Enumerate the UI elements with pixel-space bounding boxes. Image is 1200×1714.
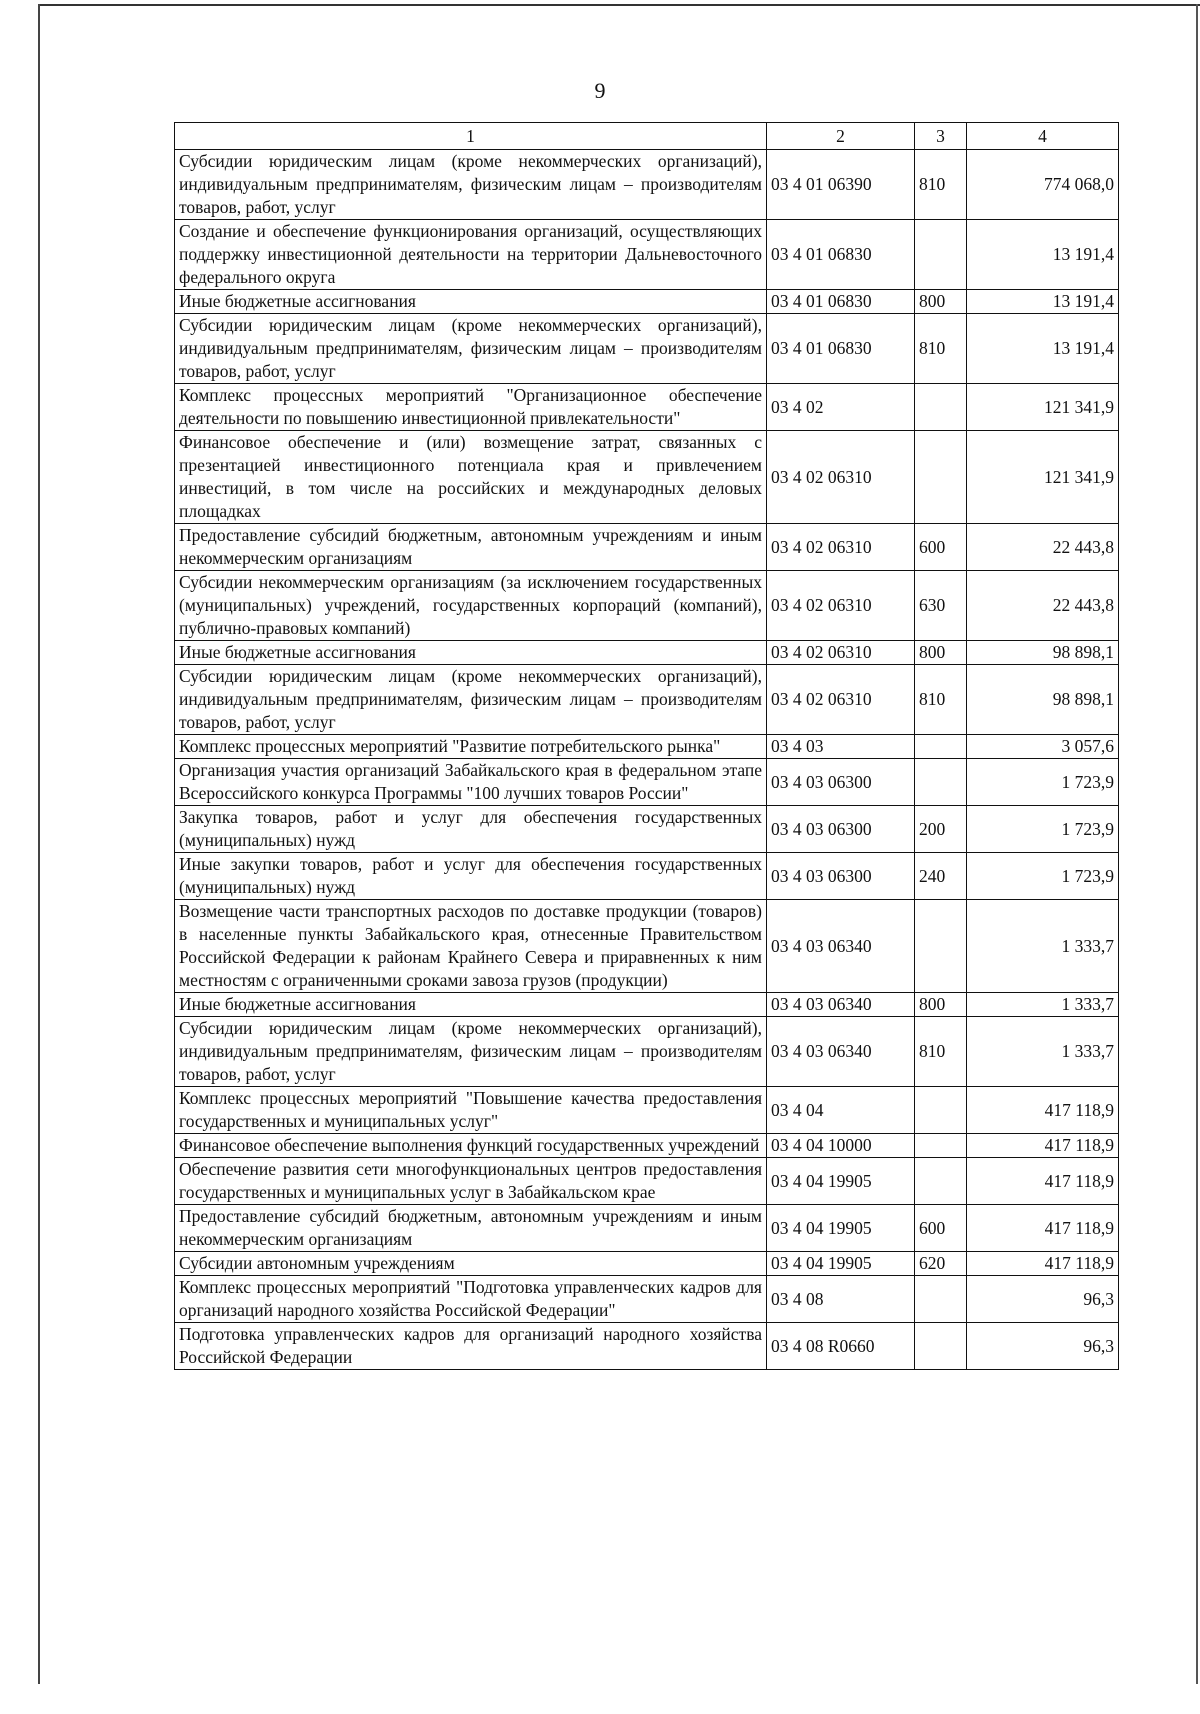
table-row bbox=[175, 384, 1119, 431]
table-row bbox=[175, 1323, 1119, 1370]
scan-border-right bbox=[1196, 4, 1198, 1684]
row-amount: 417 118,9 bbox=[967, 1158, 1119, 1205]
row-name: Комплекс процессных мероприятий "Развитие потребительского рынка" bbox=[175, 735, 767, 759]
row-name: Закупка товаров, работ и услуг для обеспечения государственных (муниципальных) нужд bbox=[175, 806, 767, 853]
row-name: Предоставление субсидий бюджетным, автономным учреждениям и иным некоммерческим организациям bbox=[175, 524, 767, 571]
row-name: Предоставление субсидий бюджетным, автономным учреждениям и иным некоммерческим организациям bbox=[175, 1205, 767, 1252]
row-code: 03 4 08 R0660 bbox=[767, 1323, 915, 1370]
table-row bbox=[175, 1205, 1119, 1252]
table-row bbox=[175, 1276, 1119, 1323]
row-expense-type: 800 bbox=[915, 641, 967, 665]
page-number: 9 bbox=[594, 78, 606, 103]
row-amount: 13 191,4 bbox=[967, 290, 1119, 314]
row-name: Субсидии юридическим лицам (кроме некоммерческих организаций), индивидуальным предпринимателям, физическим лицам – производителям товаров, работ, услуг bbox=[175, 1017, 767, 1087]
row-expense-type: 800 bbox=[915, 290, 967, 314]
row-name: Комплекс процессных мероприятий "Организационное обеспечение деятельности по повышению инвестиционной привлекательности" bbox=[175, 384, 767, 431]
row-name: Субсидии юридическим лицам (кроме некоммерческих организаций), индивидуальным предпринимателям, физическим лицам – производителям товаров, работ, услуг bbox=[175, 150, 767, 220]
table-row bbox=[175, 900, 1119, 993]
table-row bbox=[175, 735, 1119, 759]
table-row bbox=[175, 1134, 1119, 1158]
row-expense-type bbox=[915, 735, 967, 759]
table-header-row bbox=[175, 123, 1119, 150]
row-expense-type: 810 bbox=[915, 150, 967, 220]
row-expense-type: 810 bbox=[915, 314, 967, 384]
row-amount: 22 443,8 bbox=[967, 524, 1119, 571]
table-row bbox=[175, 1087, 1119, 1134]
header-col-2: 2 bbox=[767, 123, 915, 150]
row-amount: 1 333,7 bbox=[967, 900, 1119, 993]
table-row bbox=[175, 1158, 1119, 1205]
row-name: Создание и обеспечение функционирования организаций, осуществляющих поддержку инвестиционной деятельности на территории Дальневосточного федерального округа bbox=[175, 220, 767, 290]
table-row bbox=[175, 665, 1119, 735]
table-row bbox=[175, 1252, 1119, 1276]
row-name: Иные бюджетные ассигнования bbox=[175, 290, 767, 314]
row-code: 03 4 08 bbox=[767, 1276, 915, 1323]
table-row bbox=[175, 571, 1119, 641]
header-col-3: 3 bbox=[915, 123, 967, 150]
header-col-4: 4 bbox=[967, 123, 1119, 150]
row-name: Финансовое обеспечение и (или) возмещение затрат, связанных с презентацией инвестиционного потенциала края и привлечением инвестиций, в том числе на российских и международных деловых площадках bbox=[175, 431, 767, 524]
row-name: Субсидии некоммерческим организациям (за исключением государственных (муниципальных) учреждений, государственных корпораций (компаний), публично-правовых компаний) bbox=[175, 571, 767, 641]
row-amount: 417 118,9 bbox=[967, 1134, 1119, 1158]
row-amount: 1 333,7 bbox=[967, 1017, 1119, 1087]
row-code: 03 4 03 06340 bbox=[767, 993, 915, 1017]
row-code: 03 4 04 bbox=[767, 1087, 915, 1134]
row-code: 03 4 01 06830 bbox=[767, 290, 915, 314]
row-code: 03 4 03 bbox=[767, 735, 915, 759]
row-name: Подготовка управленческих кадров для организаций народного хозяйства Российской Федерации bbox=[175, 1323, 767, 1370]
row-code: 03 4 04 19905 bbox=[767, 1158, 915, 1205]
row-code: 03 4 03 06340 bbox=[767, 900, 915, 993]
row-name: Субсидии юридическим лицам (кроме некоммерческих организаций), индивидуальным предпринимателям, физическим лицам – производителям товаров, работ, услуг bbox=[175, 665, 767, 735]
row-expense-type bbox=[915, 1134, 967, 1158]
row-amount: 417 118,9 bbox=[967, 1087, 1119, 1134]
table-row bbox=[175, 220, 1119, 290]
row-code: 03 4 02 06310 bbox=[767, 665, 915, 735]
row-expense-type bbox=[915, 431, 967, 524]
row-code: 03 4 02 bbox=[767, 384, 915, 431]
row-amount: 121 341,9 bbox=[967, 384, 1119, 431]
table-row bbox=[175, 1017, 1119, 1087]
row-expense-type: 620 bbox=[915, 1252, 967, 1276]
row-code: 03 4 04 19905 bbox=[767, 1205, 915, 1252]
row-amount: 96,3 bbox=[967, 1276, 1119, 1323]
row-amount: 121 341,9 bbox=[967, 431, 1119, 524]
row-code: 03 4 04 19905 bbox=[767, 1252, 915, 1276]
row-name: Субсидии автономным учреждениям bbox=[175, 1252, 767, 1276]
row-amount: 1 333,7 bbox=[967, 993, 1119, 1017]
row-name: Субсидии юридическим лицам (кроме некоммерческих организаций), индивидуальным предпринимателям, физическим лицам – производителям товаров, работ, услуг bbox=[175, 314, 767, 384]
row-expense-type: 800 bbox=[915, 993, 967, 1017]
row-name: Обеспечение развития сети многофункциональных центров предоставления государственных и муниципальных услуг в Забайкальском крае bbox=[175, 1158, 767, 1205]
table-row bbox=[175, 290, 1119, 314]
row-expense-type: 600 bbox=[915, 524, 967, 571]
table-row bbox=[175, 524, 1119, 571]
table-row bbox=[175, 314, 1119, 384]
table-row bbox=[175, 993, 1119, 1017]
row-name: Иные бюджетные ассигнования bbox=[175, 641, 767, 665]
row-amount: 98 898,1 bbox=[967, 665, 1119, 735]
row-code: 03 4 02 06310 bbox=[767, 431, 915, 524]
row-code: 03 4 04 10000 bbox=[767, 1134, 915, 1158]
row-expense-type bbox=[915, 1087, 967, 1134]
row-code: 03 4 03 06300 bbox=[767, 853, 915, 900]
row-amount: 1 723,9 bbox=[967, 759, 1119, 806]
row-expense-type bbox=[915, 1158, 967, 1205]
table-row bbox=[175, 641, 1119, 665]
row-expense-type: 200 bbox=[915, 806, 967, 853]
row-name: Комплекс процессных мероприятий "Повышение качества предоставления государственных и муниципальных услуг" bbox=[175, 1087, 767, 1134]
row-expense-type: 630 bbox=[915, 571, 967, 641]
row-name: Комплекс процессных мероприятий "Подготовка управленческих кадров для организаций народного хозяйства Российской Федерации" bbox=[175, 1276, 767, 1323]
row-name: Иные бюджетные ассигнования bbox=[175, 993, 767, 1017]
row-code: 03 4 02 06310 bbox=[767, 571, 915, 641]
row-expense-type bbox=[915, 900, 967, 993]
row-code: 03 4 03 06300 bbox=[767, 806, 915, 853]
row-amount: 774 068,0 bbox=[967, 150, 1119, 220]
table-row bbox=[175, 806, 1119, 853]
table-row bbox=[175, 150, 1119, 220]
row-amount: 3 057,6 bbox=[967, 735, 1119, 759]
row-name: Возмещение части транспортных расходов по доставке продукции (товаров) в населенные пункты Забайкальского края, отнесенные Правительством Российской Федерации к районам Крайнего Севера и приравненных к ним местностям с ограниченными сроками завоза грузов (продукции) bbox=[175, 900, 767, 993]
scan-border-left bbox=[38, 4, 40, 1684]
table-row bbox=[175, 759, 1119, 806]
row-expense-type bbox=[915, 384, 967, 431]
row-expense-type bbox=[915, 759, 967, 806]
budget-table bbox=[174, 122, 1119, 1370]
table-row bbox=[175, 431, 1119, 524]
row-code: 03 4 01 06390 bbox=[767, 150, 915, 220]
row-expense-type: 600 bbox=[915, 1205, 967, 1252]
row-amount: 13 191,4 bbox=[967, 220, 1119, 290]
scan-border-top bbox=[40, 4, 1200, 6]
row-amount: 98 898,1 bbox=[967, 641, 1119, 665]
row-code: 03 4 03 06300 bbox=[767, 759, 915, 806]
row-amount: 96,3 bbox=[967, 1323, 1119, 1370]
row-code: 03 4 01 06830 bbox=[767, 314, 915, 384]
row-amount: 13 191,4 bbox=[967, 314, 1119, 384]
row-amount: 417 118,9 bbox=[967, 1252, 1119, 1276]
row-expense-type bbox=[915, 1276, 967, 1323]
header-col-1: 1 bbox=[175, 123, 767, 150]
row-name: Организация участия организаций Забайкальского края в федеральном этапе Всероссийского конкурса Программы "100 лучших товаров России" bbox=[175, 759, 767, 806]
row-amount: 1 723,9 bbox=[967, 853, 1119, 900]
row-amount: 22 443,8 bbox=[967, 571, 1119, 641]
row-amount: 1 723,9 bbox=[967, 806, 1119, 853]
row-name: Иные закупки товаров, работ и услуг для обеспечения государственных (муниципальных) нужд bbox=[175, 853, 767, 900]
row-code: 03 4 03 06340 bbox=[767, 1017, 915, 1087]
row-code: 03 4 02 06310 bbox=[767, 641, 915, 665]
row-expense-type: 810 bbox=[915, 665, 967, 735]
row-code: 03 4 02 06310 bbox=[767, 524, 915, 571]
row-expense-type bbox=[915, 1323, 967, 1370]
row-name: Финансовое обеспечение выполнения функций государственных учреждений bbox=[175, 1134, 767, 1158]
row-code: 03 4 01 06830 bbox=[767, 220, 915, 290]
table-row bbox=[175, 853, 1119, 900]
row-expense-type: 810 bbox=[915, 1017, 967, 1087]
row-expense-type: 240 bbox=[915, 853, 967, 900]
row-amount: 417 118,9 bbox=[967, 1205, 1119, 1252]
row-expense-type bbox=[915, 220, 967, 290]
